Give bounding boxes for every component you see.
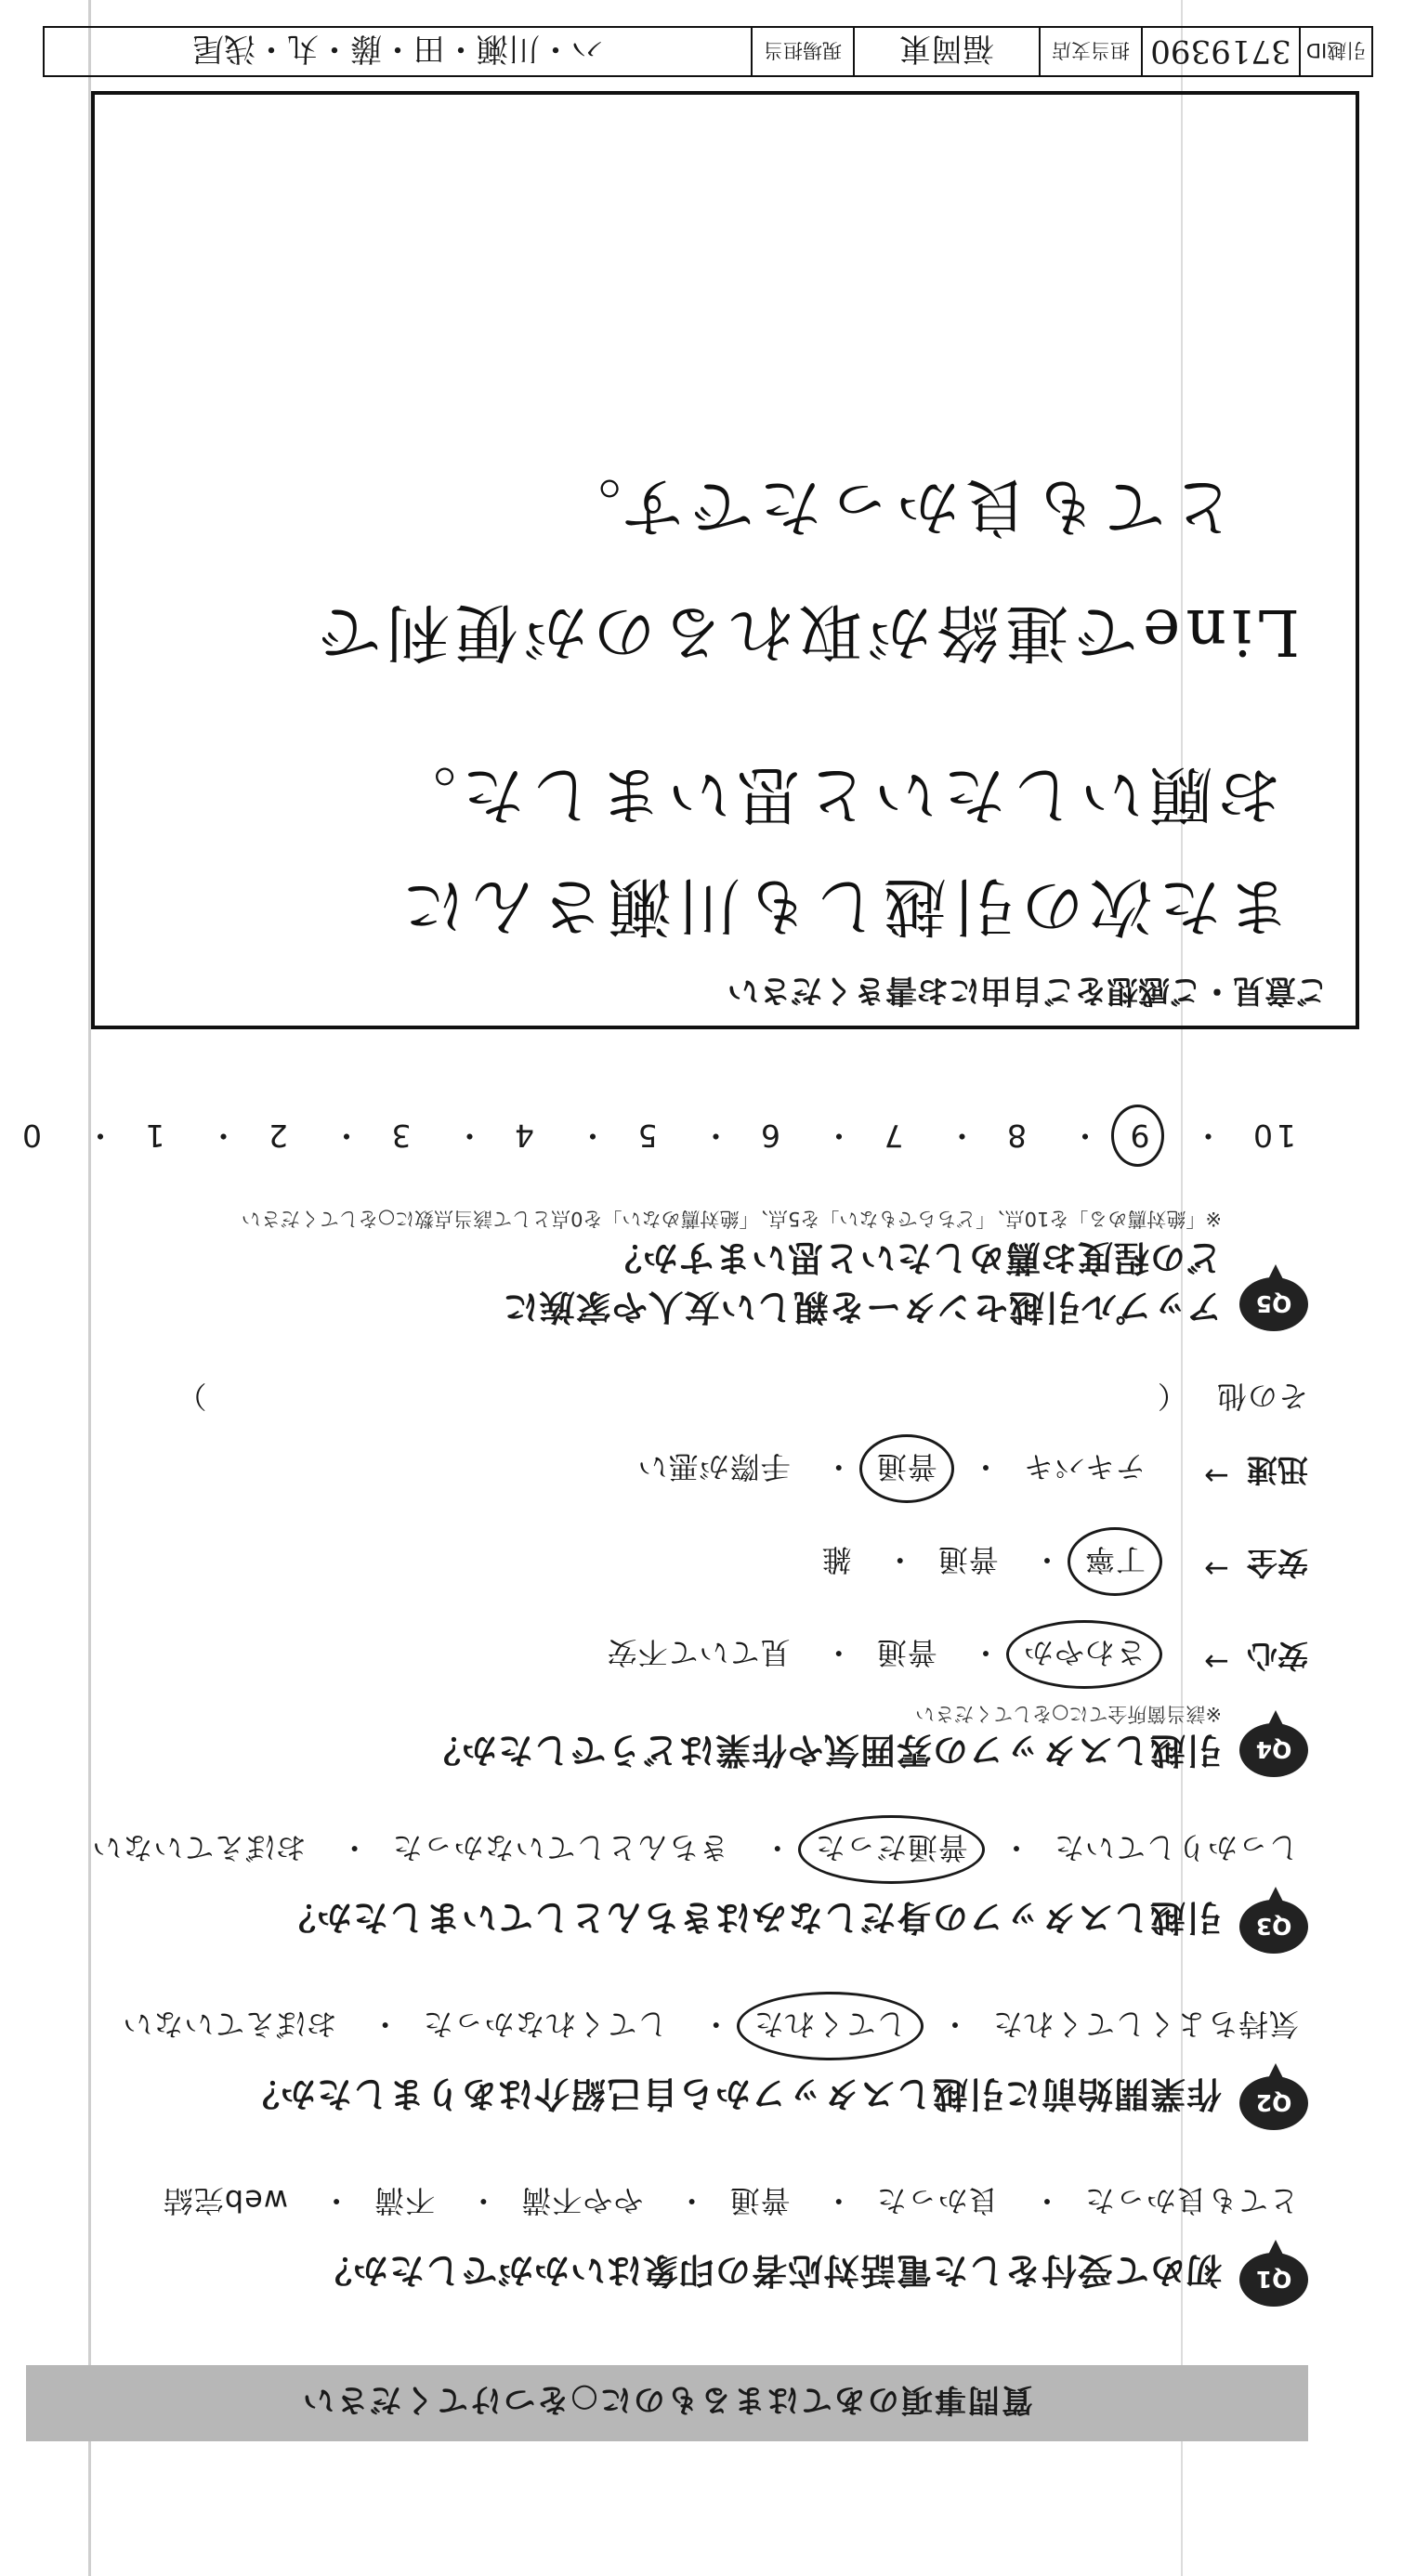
handwritten-line: お願いしたいと思いました。 xyxy=(387,757,1281,830)
q2-option: してくれなかった xyxy=(422,2007,668,2042)
q3-option: しっかりしていた xyxy=(1053,1830,1299,1865)
comment-title: ご意見・ご感想をご自由にお書きください xyxy=(727,972,1328,1009)
q4-option: 見ていて不安 xyxy=(606,1635,791,1670)
q2-text: 作業開始前に引越しスタッフから自己紹介はありましたか？ xyxy=(242,2073,1222,2114)
q3-option-selected: 普通だった xyxy=(806,1824,977,1875)
q4-badge xyxy=(1239,1723,1308,1777)
comment-box xyxy=(91,91,1359,1029)
scale-value: 10 xyxy=(1250,1118,1296,1154)
q5-note: ※「絶対薦める」を10点、「どちらでもない」を5点、「絶対薦めない」を0点として該当点数に○をしてください xyxy=(241,1208,1222,1230)
footer-table xyxy=(43,26,1373,77)
footer-label: 担当支店 xyxy=(1039,28,1141,75)
q1-option: やや不満 xyxy=(520,2183,644,2218)
q4-text: 引越しスタッフの雰囲気や作業はどうでしたか？ xyxy=(424,1730,1222,1771)
header-banner-text: 質問事項のあてはまるものに○をつけてください xyxy=(301,2381,1033,2419)
q4-line-label: 安心 xyxy=(1247,1638,1308,1674)
q4-line-label: 迅速 xyxy=(1247,1452,1308,1488)
q4-option-selected: さわやか xyxy=(1014,1629,1155,1680)
footer-label: 現場担当 xyxy=(751,28,853,75)
q4-number: Q4 xyxy=(1255,1736,1292,1764)
scale-value: 7 xyxy=(880,1118,904,1154)
footer-value: 3719390 xyxy=(1141,28,1299,75)
q5-badge xyxy=(1239,1277,1308,1331)
q5-text-line2: どの程度お薦めしたいと思いますか？ xyxy=(605,1237,1222,1278)
q4-other-label: その他 xyxy=(1215,1379,1308,1414)
q4-option-selected: 普通 xyxy=(867,1444,947,1494)
q1-text: 初めて受付をした電話対応者の印象はいかがでしたか？ xyxy=(315,2250,1222,2291)
q4-note: ※該当箇所全てに○をしてください xyxy=(915,1703,1222,1725)
q5-number: Q5 xyxy=(1255,1290,1292,1318)
q4-option-selected: 丁寧 xyxy=(1075,1536,1155,1587)
q1-option: 良かった xyxy=(875,2183,999,2218)
scale-value: 6 xyxy=(757,1118,780,1154)
q4-line-options: 丁寧・ 普通・ 雑 xyxy=(812,1536,1155,1587)
q2-option: おぼえていない xyxy=(122,2007,337,2042)
q4-option: テキパキ xyxy=(1022,1449,1146,1484)
header-banner xyxy=(26,2365,1308,2441)
scale-value-selected: 9 xyxy=(1120,1114,1158,1157)
q4-option: 普通 xyxy=(937,1542,999,1577)
q1-number: Q1 xyxy=(1255,2266,1292,2294)
q2-number: Q2 xyxy=(1255,2089,1292,2117)
q1-option: 普通 xyxy=(728,2183,791,2218)
footer-label: 引越ID xyxy=(1299,28,1371,75)
scale-value: 8 xyxy=(1003,1118,1027,1154)
q1-badge xyxy=(1239,2253,1308,2307)
q4-other-close: ） xyxy=(176,1379,207,1414)
q5-scale: 10・ 9・ 8・ 7・ 6・ 5・ 4・ 3・ 2・ 1・ 0 xyxy=(11,1114,1304,1159)
handwritten-line: また次の引越しも川瀬さんに xyxy=(396,869,1291,942)
q2-options: 気持ちよくしてくれた・ してくれた・ してくれなかった・ おぼえていない xyxy=(112,2001,1308,2051)
arrow-icon: → xyxy=(1204,1551,1229,1587)
q3-options: しっかりしていた・ 普通だった・ きちんとしていなかった・ おぼえていない xyxy=(82,1824,1308,1875)
q3-text: 引越しスタッフの身だしなみはきちんとしていましたか？ xyxy=(279,1897,1222,1938)
q4-line-options: テキパキ・ 普通・ 手際が悪い xyxy=(628,1444,1155,1494)
q2-option: 気持ちよくしてくれた xyxy=(991,2007,1299,2042)
scale-value: 1 xyxy=(141,1118,165,1154)
q2-option-selected: してくれた xyxy=(744,2001,916,2051)
q3-badge xyxy=(1239,1900,1308,1954)
scale-value: 5 xyxy=(634,1118,658,1154)
q1-options: とても良かった・ 良かった・ 普通・ やや不満・ 不満・ web完結 xyxy=(153,2177,1308,2228)
q4-line-options: さわやか・ 普通・ 見ていて不安 xyxy=(597,1629,1155,1680)
q1-option: web完結 xyxy=(162,2183,288,2218)
q3-number: Q3 xyxy=(1255,1913,1292,1941)
q2-badge xyxy=(1239,2076,1308,2130)
q4-line-label: 安全 xyxy=(1247,1545,1308,1581)
scale-value: 3 xyxy=(387,1118,412,1154)
handwritten-line: とても良かったです。 xyxy=(552,469,1235,543)
footer-value: ハ・川瀬・田・藤・丸・浅尾 xyxy=(192,30,603,67)
scale-value: 0 xyxy=(19,1118,42,1154)
footer-value: 福岡東 xyxy=(853,28,1039,75)
q1-option: とても良かった xyxy=(1083,2183,1299,2218)
scale-value: 2 xyxy=(265,1118,288,1154)
q1-option: 不満 xyxy=(373,2183,436,2218)
q3-option: おぼえていない xyxy=(91,1830,307,1865)
q4-other xyxy=(176,1377,1308,1419)
arrow-icon: → xyxy=(1204,1644,1229,1680)
q3-option: きちんとしていなかった xyxy=(391,1830,729,1865)
q5-text-line1: アップル引越センターを親しい友人や家族に xyxy=(502,1287,1222,1327)
q4-option: 普通 xyxy=(875,1635,937,1670)
arrow-icon: → xyxy=(1204,1458,1229,1494)
scale-value: 4 xyxy=(511,1118,534,1154)
q4-other-open: （ xyxy=(1156,1379,1187,1414)
handwritten-line: Lineで連絡が取れるのが便利で xyxy=(312,595,1300,668)
q4-option: 手際が悪い xyxy=(636,1449,791,1484)
q4-option: 雑 xyxy=(820,1542,852,1577)
